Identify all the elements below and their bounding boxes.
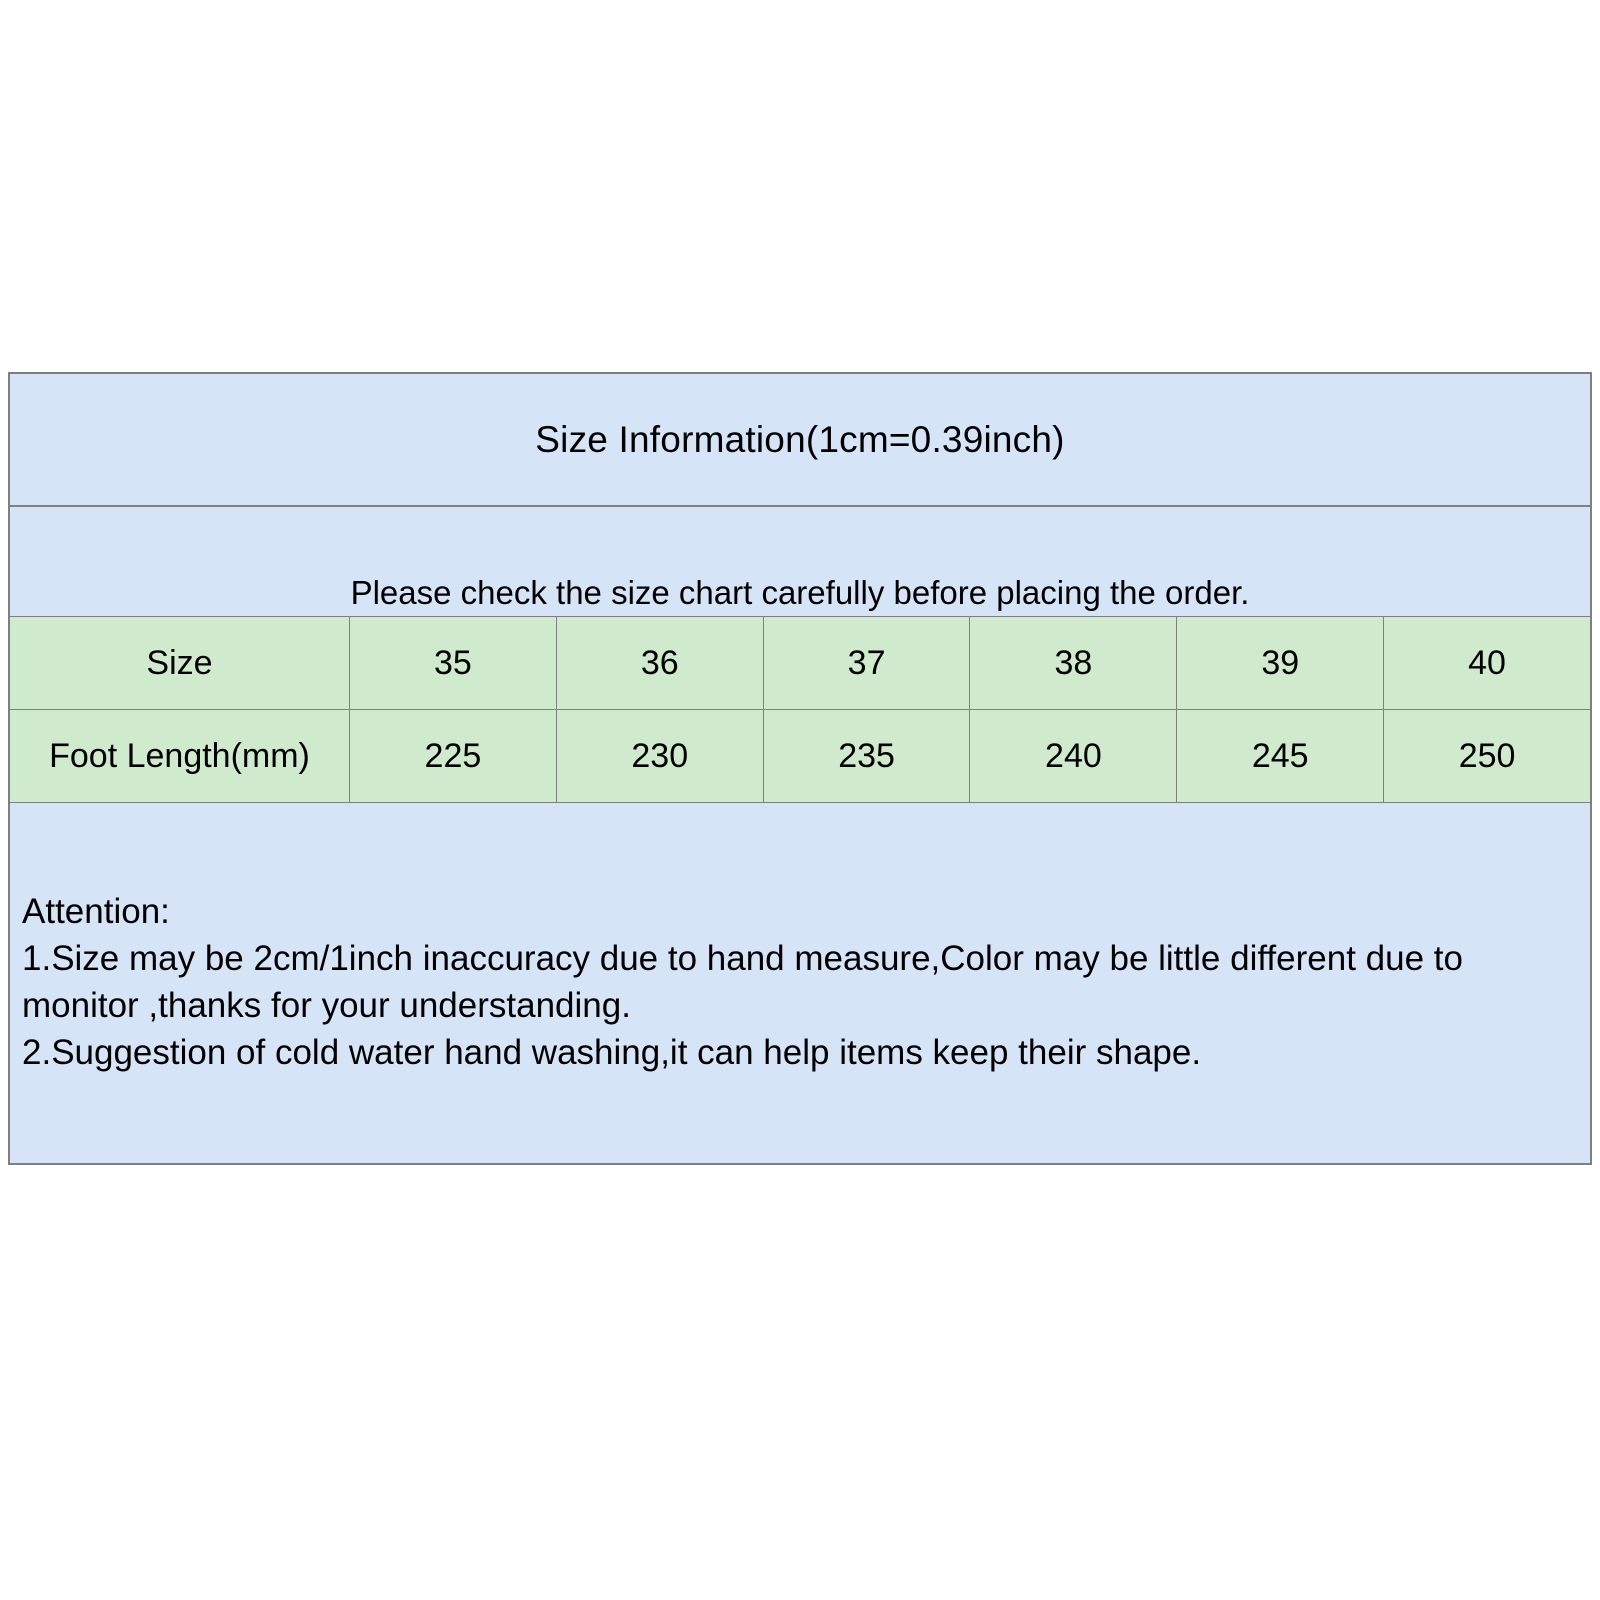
page-title: Size Information(1cm=0.39inch)	[535, 418, 1065, 460]
table-cell-foot-length-38: 240	[970, 710, 1177, 802]
table-header-cell-37: 37	[764, 617, 971, 709]
attention-section	[10, 803, 1590, 1163]
table-cell-foot-length-36: 230	[557, 710, 764, 802]
table-header-cell-39: 39	[1177, 617, 1384, 709]
table-row-header	[10, 617, 1590, 710]
table-header-cell-35: 35	[350, 617, 557, 709]
table-header-cell-size: Size	[10, 617, 350, 709]
attention-line-1: 1.Size may be 2cm/1inch inaccuracy due to hand measure,Color may be little different due to	[22, 938, 1463, 978]
table-cell-foot-length-40: 250	[1384, 710, 1590, 802]
table-header-cell-40: 40	[1384, 617, 1590, 709]
size-chart-note: Please check the size chart carefully before placing the order.	[350, 574, 1250, 611]
attention-heading: Attention:	[22, 892, 170, 931]
chart-note-row	[10, 507, 1590, 617]
table-header-cell-36: 36	[557, 617, 764, 709]
table-cell-foot-length-label: Foot Length(mm)	[10, 710, 350, 802]
attention-line-3: 2.Suggestion of cold water hand washing,it can help items keep their shape.	[22, 1032, 1202, 1072]
size-chart-container	[8, 372, 1592, 1165]
table-cell-foot-length-35: 225	[350, 710, 557, 802]
table-cell-foot-length-37: 235	[764, 710, 971, 802]
chart-title-row	[10, 374, 1590, 507]
table-header-cell-38: 38	[970, 617, 1177, 709]
table-cell-foot-length-39: 245	[1177, 710, 1384, 802]
attention-line-2: monitor ,thanks for your understanding.	[22, 985, 631, 1025]
table-row-foot-length	[10, 710, 1590, 803]
